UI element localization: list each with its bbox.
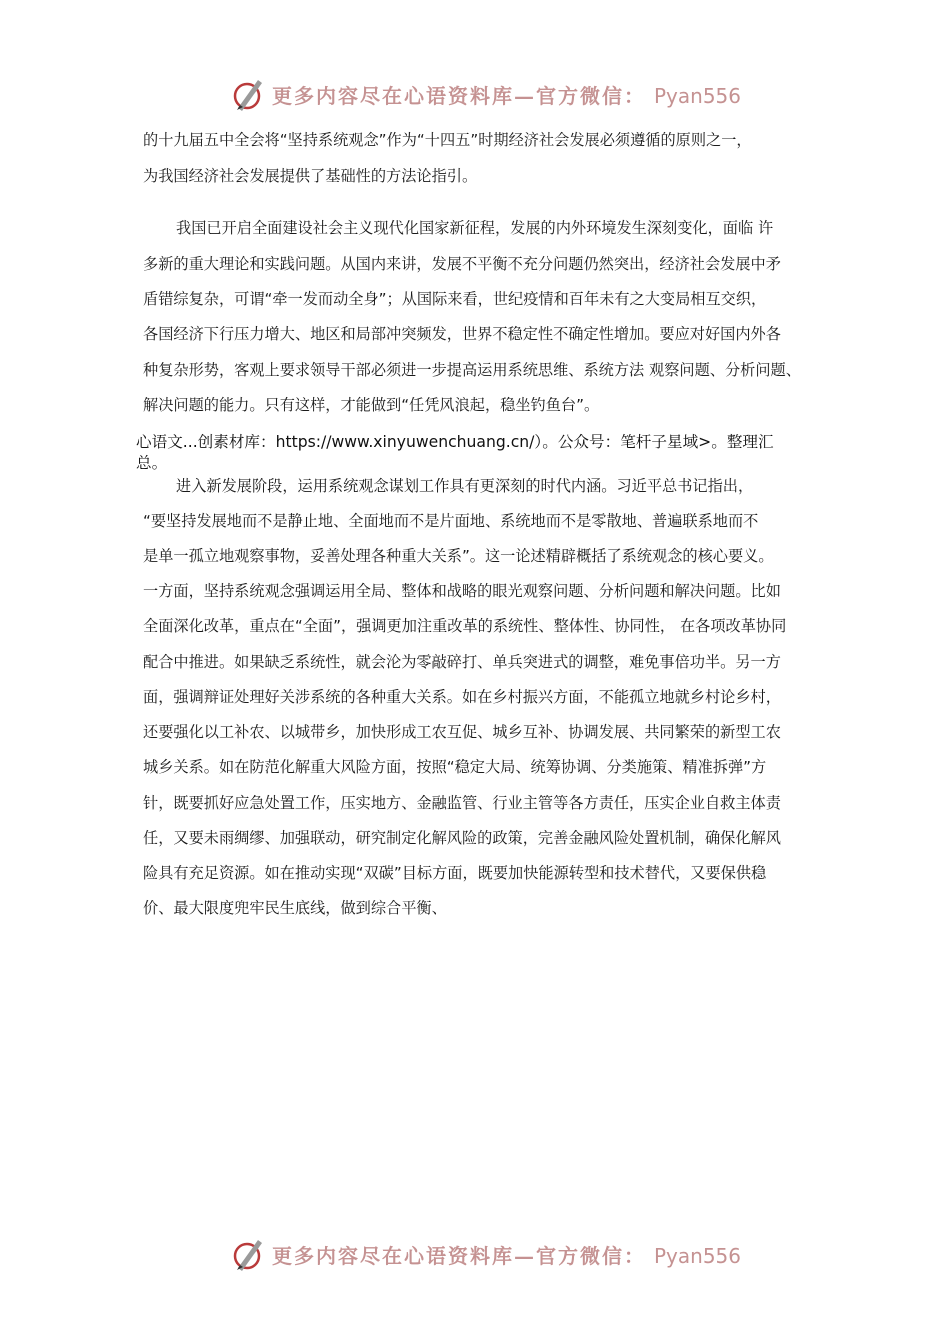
- para1-line-2: 为我国经济社会发展提供了基础性的方法论指引。: [143, 167, 478, 185]
- para3-line-1: 进入新发展阶段，运用系统观念谋划工作具有更深刻的时代内涵。习近平总书记指出，: [176, 477, 754, 495]
- source-note-line-2: 总。: [136, 454, 168, 472]
- para2-line-2: 多新的重大理论和实践问题。从国内来讲，发展不平衡不充分问题仍然突出，经济社会发展中矛: [143, 255, 781, 273]
- para3-line-8: 还要强化以工补农、以城带乡，加快形成工农互促、城乡互补、协调发展、共同繁荣的新型工农: [143, 723, 781, 741]
- para3-line-12: 险具有充足资源。如在推动实现“双碳”目标方面，既要加快能源转型和技术替代，又要保供稳: [143, 864, 767, 882]
- para3-line-4: 一方面，坚持系统观念强调运用全局、整体和战略的眼光观察问题、分析问题和解决问题。比如: [143, 582, 781, 600]
- source-note-line-1: 心语文...创素材库：https://www.xinyuwenchuang.cn/）。公众号：笔杆子星域>。整理汇: [136, 433, 774, 451]
- footer-banner: [0, 1234, 950, 1278]
- banner-text: [272, 80, 741, 109]
- para3-line-13: 价、最大限度兜牢民生底线，做到综合平衡、: [143, 899, 447, 917]
- banner-slogan: 更多内容尽在心语资料库—官方微信：: [272, 84, 646, 108]
- para1-line-1: 的十九届五中全会将“坚持系统观念”作为“十四五”时期经济社会发展必须遵循的原则之一，: [143, 131, 752, 149]
- para2-line-1: 我国已开启全面建设社会主义现代化国家新征程，发展的内外环境发生深刻变化，面临 许: [176, 219, 774, 237]
- banner-text: [272, 1240, 741, 1269]
- para3-line-10: 针，既要抓好应急处置工作，压实地方、金融监管、行业主管等各方责任，压实企业自救主体责: [143, 794, 781, 812]
- para2-line-6: 解决问题的能力。只有这样，才能做到“任凭风浪起，稳坐钓鱼台”。: [143, 396, 600, 414]
- para3-line-5: 全面深化改革，重点在“全面”，强调更加注重改革的系统性、整体性、协同性， 在各项改革协同: [143, 617, 787, 635]
- para2-line-4: 各国经济下行压力增大、地区和局部冲突频发，世界不稳定性不确定性增加。要应对好国内外各: [143, 325, 781, 343]
- pen-logo-icon: [232, 74, 266, 114]
- para3-line-3: 是单一孤立地观察事物，妥善处理各种重大关系”。这一论述精辟概括了系统观念的核心要义。: [143, 547, 774, 565]
- pen-logo-icon: [232, 1234, 266, 1274]
- para3-line-2: “要坚持发展地而不是静止地、全面地而不是片面地、系统地而不是零散地、普遍联系地而不: [143, 512, 759, 530]
- para2-line-3: 盾错综复杂，可谓“牵一发而动全身”；从国际来看，世纪疫情和百年未有之大变局相互交织，: [143, 290, 767, 308]
- para3-line-9: 城乡关系。如在防范化解重大风险方面，按照“稳定大局、统筹协调、分类施策、精准拆弹”方: [143, 758, 767, 776]
- banner-wechat-id: Pyan556: [654, 1244, 742, 1268]
- para3-line-6: 配合中推进。如果缺乏系统性，就会沦为零敲碎打、单兵突进式的调整，难免事倍功半。另一方: [143, 653, 781, 671]
- header-banner: [0, 74, 950, 118]
- banner-slogan: 更多内容尽在心语资料库—官方微信：: [272, 1244, 646, 1268]
- para3-line-11: 任，又要未雨绸缪、加强联动，研究制定化解风险的政策，完善金融风险处置机制，确保化解风: [143, 829, 781, 847]
- para3-line-7: 面，强调辩证处理好关涉系统的各种重大关系。如在乡村振兴方面，不能孤立地就乡村论乡村，: [143, 688, 781, 706]
- banner-wechat-id: Pyan556: [654, 84, 742, 108]
- para2-line-5: 种复杂形势，客观上要求领导干部必须进一步提高运用系统思维、系统方法 观察问题、分析问题、: [143, 361, 801, 379]
